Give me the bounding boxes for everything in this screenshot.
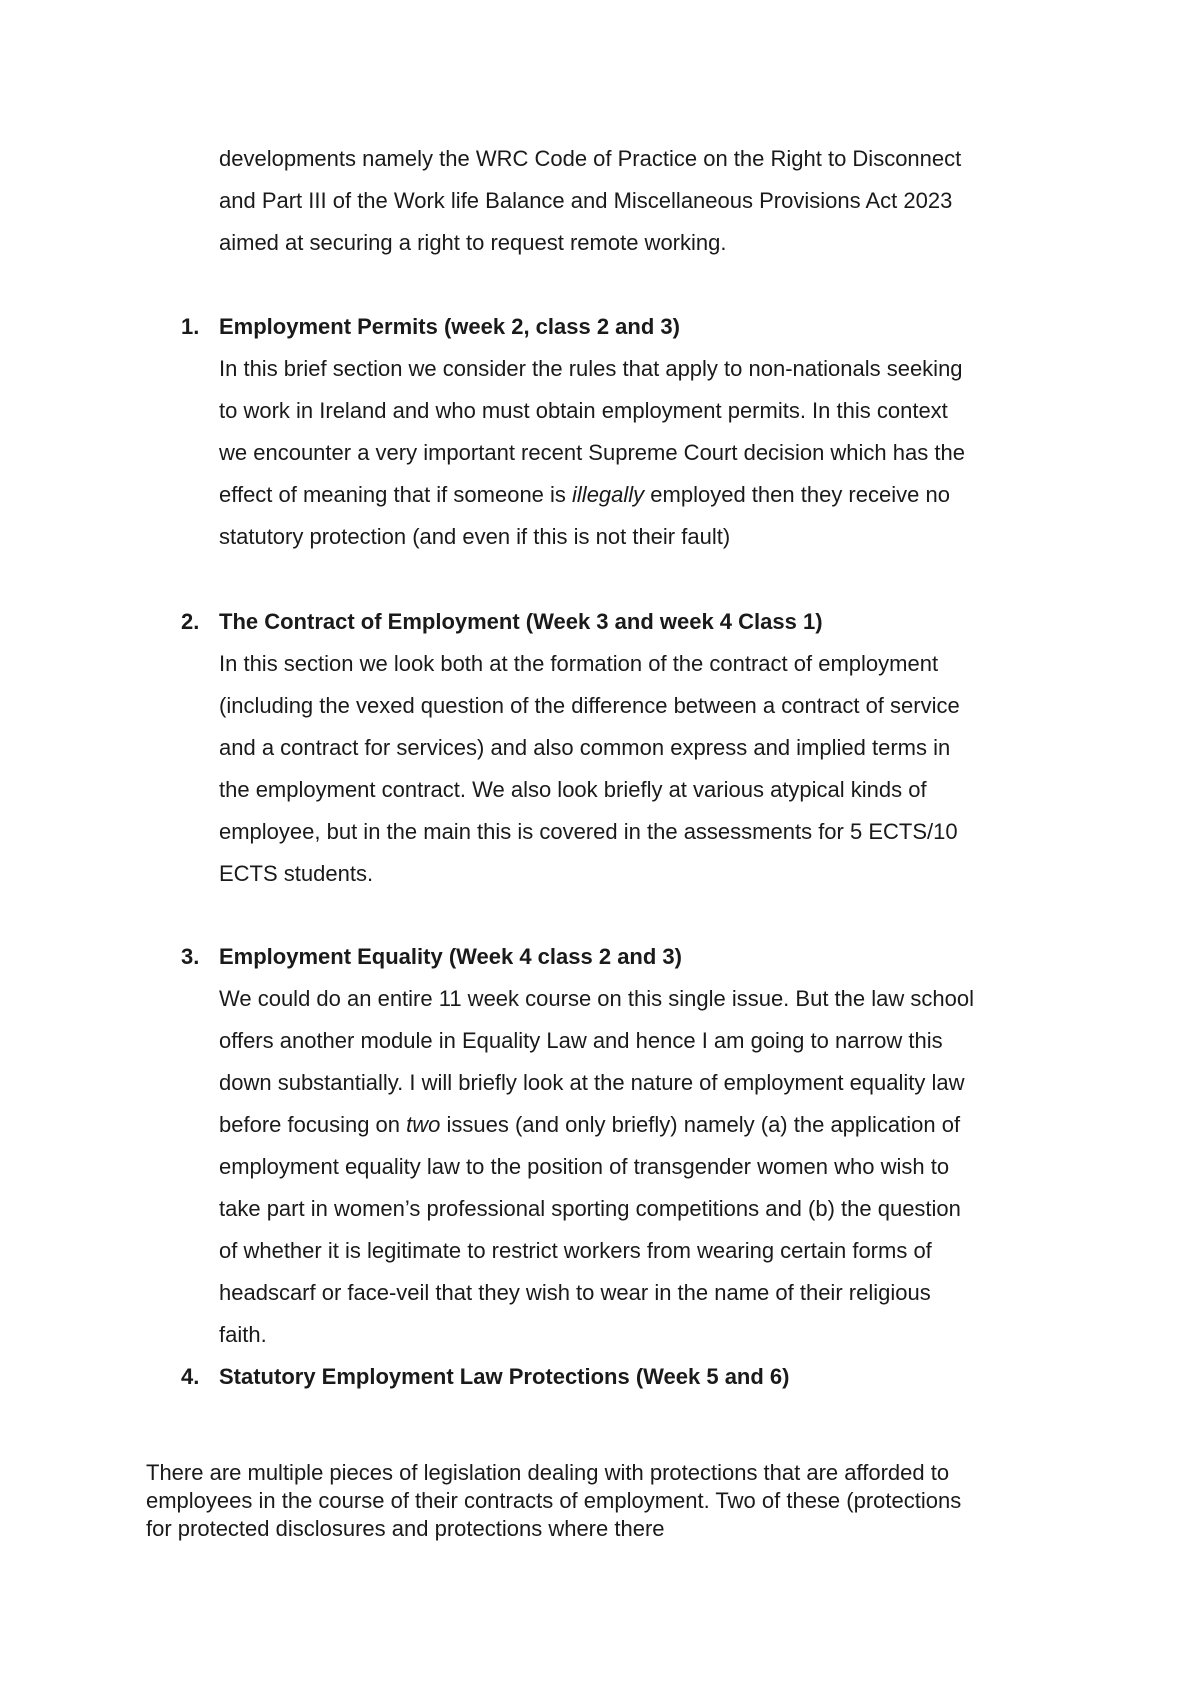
body-line: employment equality law to the position of transgender women who wish to xyxy=(219,1154,950,1179)
emphasis-text: illegally xyxy=(572,482,645,507)
section-heading xyxy=(181,1356,1069,1398)
section-employment-permits xyxy=(181,306,1069,558)
body-line: In this section we look both at the formation of the contract of employment xyxy=(219,651,939,676)
section-heading xyxy=(181,936,1069,978)
section-number: 2. xyxy=(181,609,200,634)
body-line: employees in the course of their contracts of employment. Two of these (protections xyxy=(146,1488,962,1513)
body-line: We could do an entire 11 week course on this single issue. But the law school xyxy=(219,986,974,1011)
text-run: before focusing on xyxy=(219,1112,407,1137)
intro-paragraph xyxy=(219,138,1069,264)
body-line: statutory protection (and even if this is not their fault) xyxy=(219,524,731,549)
body-line: ECTS students. xyxy=(219,861,374,886)
body-line: down substantially. I will briefly look at the nature of employment equality law xyxy=(219,1070,965,1095)
body-line: faith. xyxy=(219,1322,267,1347)
section-statutory-protections-body xyxy=(146,1459,1086,1543)
section-title: Employment Permits (week 2, class 2 and 3) xyxy=(219,314,680,339)
section-employment-equality xyxy=(181,936,1069,1356)
section-heading xyxy=(181,601,1069,643)
intro-line: developments namely the WRC Code of Practice on the Right to Disconnect xyxy=(219,146,962,171)
text-run: employed then they receive no xyxy=(644,482,950,507)
body-line: of whether it is legitimate to restrict workers from wearing certain forms of xyxy=(219,1238,932,1263)
body-line: and a contract for services) and also common express and implied terms in xyxy=(219,735,951,760)
body-line: take part in women’s professional sporting competitions and (b) the question xyxy=(219,1196,961,1221)
intro-line: and Part III of the Work life Balance and Miscellaneous Provisions Act 2023 xyxy=(219,188,953,213)
body-line: In this brief section we consider the rules that apply to non-nationals seeking xyxy=(219,356,963,381)
section-number: 4. xyxy=(181,1364,200,1389)
body-line: we encounter a very important recent Supreme Court decision which has the xyxy=(219,440,965,465)
emphasis-text: two xyxy=(406,1112,441,1137)
section-title: The Contract of Employment (Week 3 and week 4 Class 1) xyxy=(219,609,823,634)
body-line: employee, but in the main this is covered in the assessments for 5 ECTS/10 xyxy=(219,819,958,844)
intro-line: aimed at securing a right to request remote working. xyxy=(219,230,727,255)
section-contract-of-employment xyxy=(181,601,1069,895)
section-title: Statutory Employment Law Protections (Week 5 and 6) xyxy=(219,1364,790,1389)
body-line: headscarf or face-veil that they wish to wear in the name of their religious xyxy=(219,1280,931,1305)
body-line xyxy=(219,1104,1069,1146)
body-line: to work in Ireland and who must obtain employment permits. In this context xyxy=(219,398,948,423)
section-number: 3. xyxy=(181,944,200,969)
body-line: for protected disclosures and protections where there xyxy=(146,1516,665,1541)
section-title: Employment Equality (Week 4 class 2 and 3) xyxy=(219,944,682,969)
section-number: 1. xyxy=(181,314,200,339)
body-line: offers another module in Equality Law and hence I am going to narrow this xyxy=(219,1028,943,1053)
text-run: effect of meaning that if someone is xyxy=(219,482,573,507)
text-run: issues (and only briefly) namely (a) the application of xyxy=(440,1112,961,1137)
body-line: the employment contract. We also look briefly at various atypical kinds of xyxy=(219,777,927,802)
body-line: (including the vexed question of the difference between a contract of service xyxy=(219,693,960,718)
body-line xyxy=(219,474,1069,516)
section-heading xyxy=(181,306,1069,348)
body-line: There are multiple pieces of legislation dealing with protections that are afforded to xyxy=(146,1460,950,1485)
section-statutory-protections xyxy=(181,1356,1069,1398)
